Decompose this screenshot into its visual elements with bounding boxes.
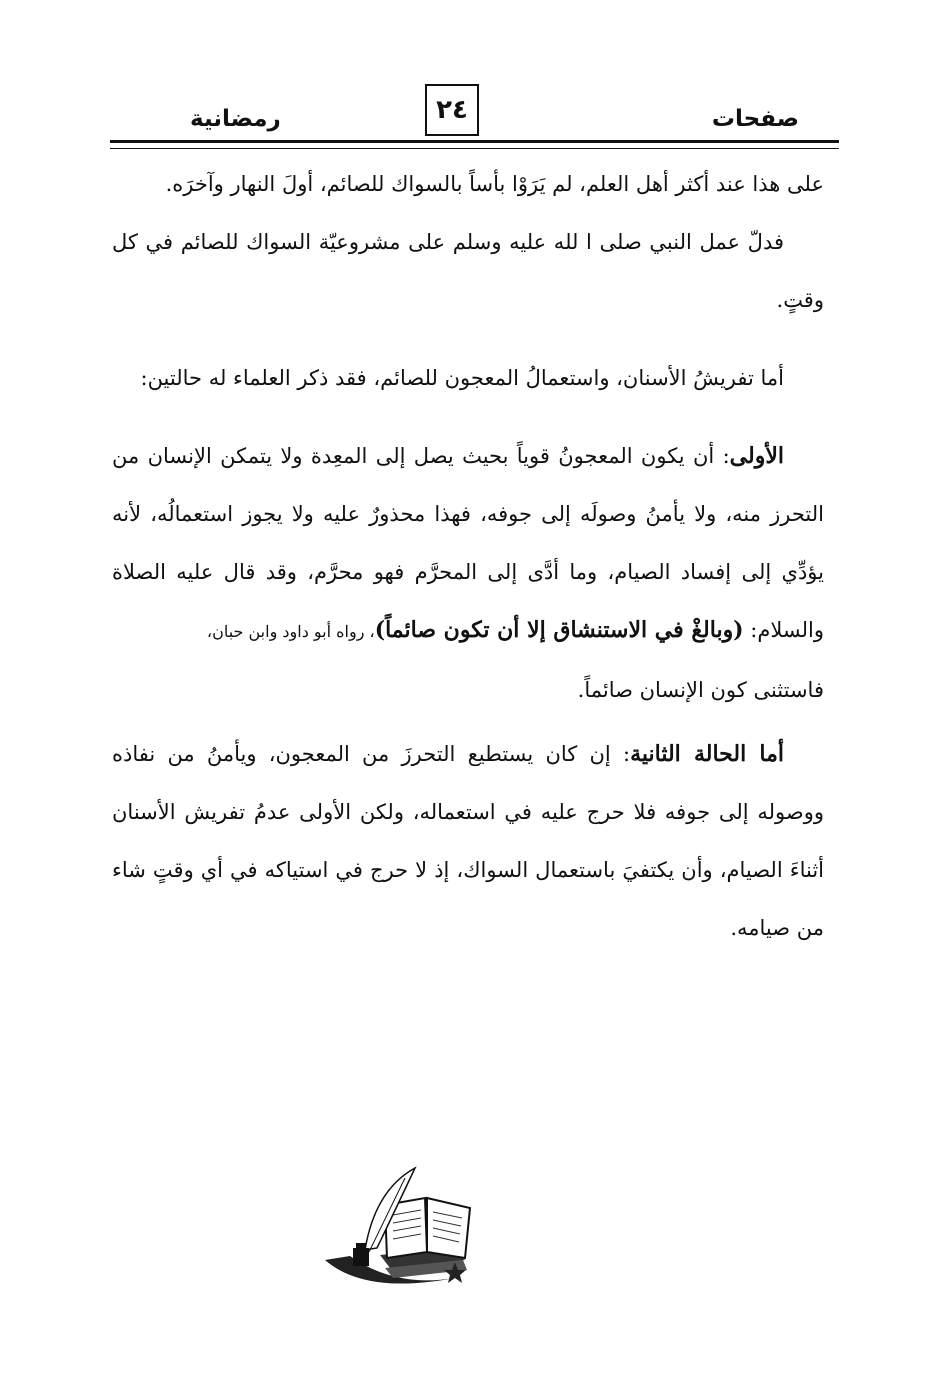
hadith-source: ، رواه أبو داود وابن حبان، [206, 622, 375, 641]
paragraph-3: أما تفريشُ الأسنان، واستعمالُ المعجون للصائم، فقد ذكر العلماء له حالتين: [140, 366, 784, 390]
paragraph-5-label: أما الحالة الثانية [630, 741, 785, 767]
page-body [112, 155, 824, 957]
header-rule-thick [110, 140, 839, 143]
paragraph-5-text: : إن كان يستطيع التحرزَ من المعجون، ويأمنُ من نفاذه ووصوله إلى جوفه فلا حرج عليه في استعماله، ولكن الأولى عدمُ تفريش الأسنان أثناءَ الصيام، وأن يكتفيَ باستعمال السواك، إذ لا حرج في استياكه في أي وقتٍ شاء من صيامه. [112, 742, 824, 940]
paragraph-5 [112, 725, 824, 957]
running-title-right: صفحات [711, 106, 799, 132]
book-quill-ornament-icon [305, 1160, 495, 1295]
header-rule-thin [110, 148, 839, 149]
paragraph-4 [112, 427, 824, 661]
page-number: ٢٤ [425, 84, 479, 136]
paragraph-4-text: : أن يكون المعجونُ قوياً بحيث يصل إلى المعِدة ولا يتمكن الإنسان من التحرز منه، ولا يأمنُ وصولَه إلى جوفه، فهذا محذورٌ عليه ولا يجوز استعمالُه، لأنه يؤدِّي إلى إفساد الصيام، وما أدَّى إلى المحرَّم فهو محرَّم، وقد قال عليه الصلاة والسلام: [112, 444, 824, 642]
paragraph-2: فدلّ عمل النبي صلى ا لله عليه وسلم على مشروعيّة السواك للصائم في كل وقتٍ. [112, 230, 824, 312]
running-title-left: رمضانية [190, 106, 281, 132]
spacer [112, 329, 824, 349]
paragraph-1: على هذا عند أكثر أهل العلم، لم يَرَوْا بأساً بالسواك للصائم، أولَ النهار وآخرَه. [165, 172, 824, 196]
spacer [112, 407, 824, 427]
paragraph-4-label: الأولى [729, 443, 784, 469]
hadith-quote: (وبالغْ في الاستنشاق إلا أن تكون صائماً) [374, 617, 744, 643]
page-header [0, 0, 944, 160]
paragraph-4-end: فاستثنى كون الإنسان صائماً. [577, 678, 824, 702]
